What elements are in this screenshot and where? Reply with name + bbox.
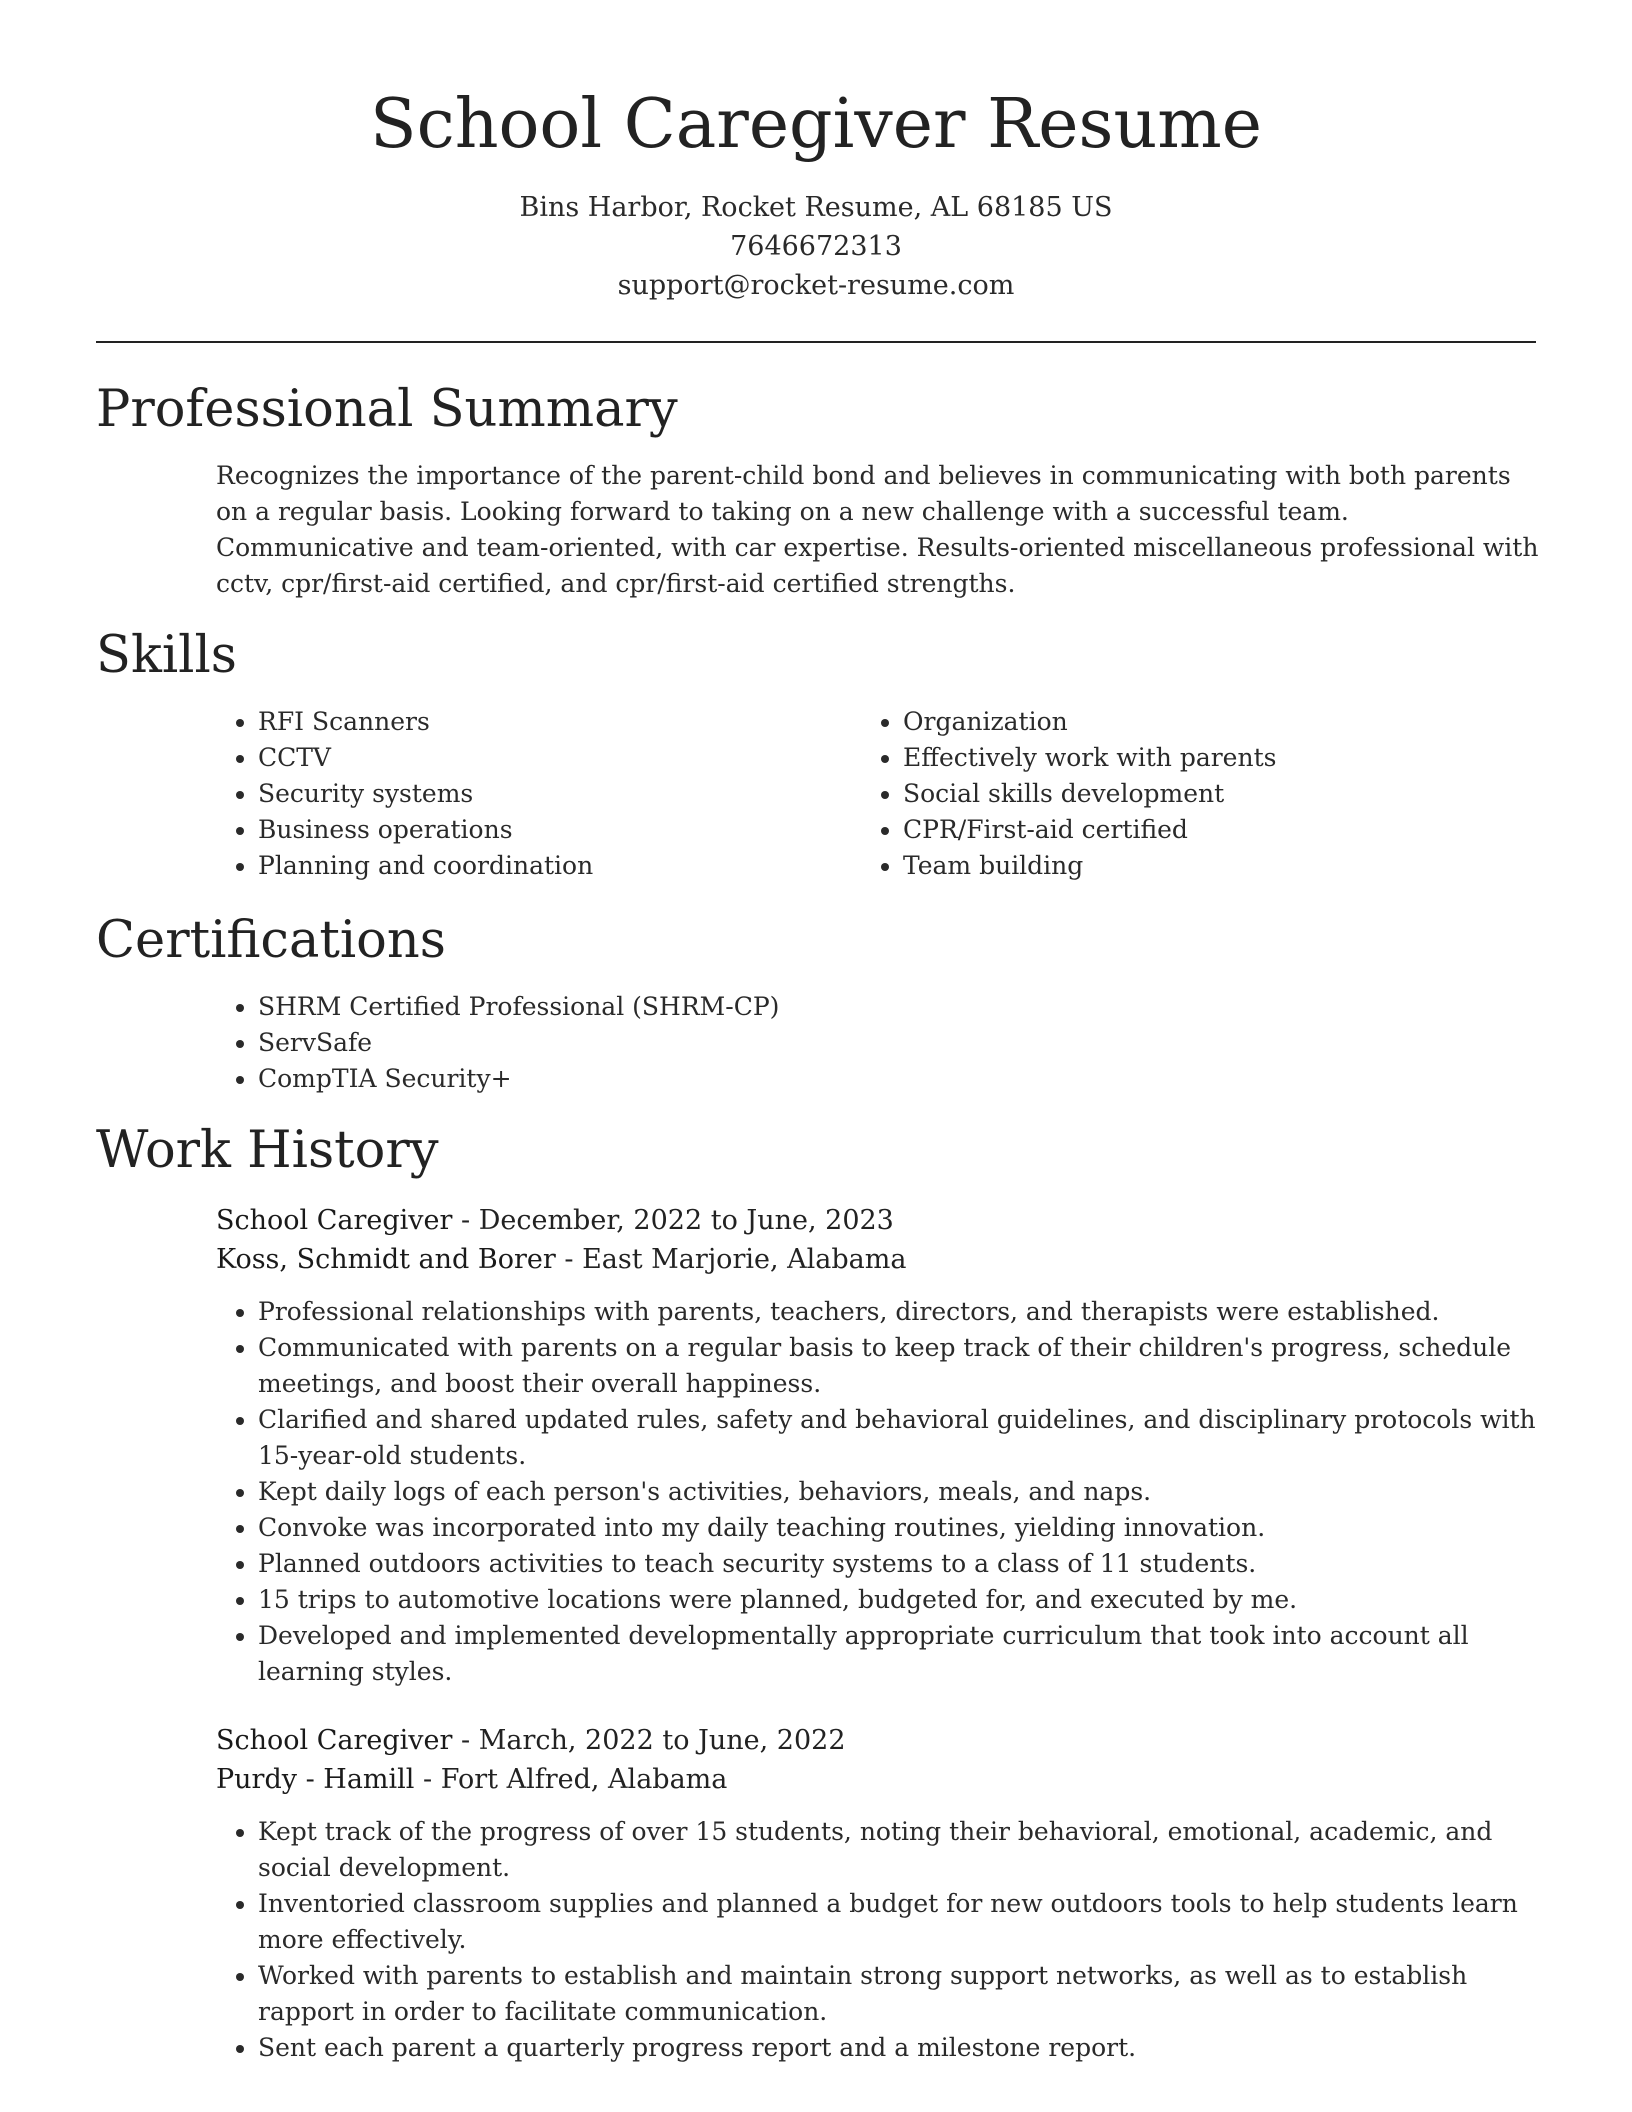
job-bullets bbox=[214, 1814, 1548, 2066]
job-title-line bbox=[216, 1201, 906, 1240]
skill-item: • Planning and coordination bbox=[258, 848, 858, 884]
certifications-list bbox=[214, 989, 1558, 1097]
job-bullet: • Developed and implemented developmentally appropriate curriculum that took into account all learning styles. bbox=[258, 1618, 1548, 1690]
job-header bbox=[216, 1721, 846, 1799]
skill-item: • CPR/First-aid certified bbox=[903, 812, 1543, 848]
job-header bbox=[216, 1201, 906, 1279]
skill-item: • Security systems bbox=[258, 776, 858, 812]
certification-item: • ServSafe bbox=[258, 1025, 1558, 1061]
job-bullet: • Kept daily logs of each person's activities, behaviors, meals, and naps. bbox=[258, 1474, 1548, 1510]
summary-heading: Professional Summary bbox=[96, 380, 678, 439]
skill-item: • CCTV bbox=[258, 740, 858, 776]
skill-item: • RFI Scanners bbox=[258, 704, 858, 740]
job-bullet: • 15 trips to automotive locations were planned, budgeted for, and executed by me. bbox=[258, 1582, 1548, 1618]
summary-text: Recognizes the importance of the parent-child bond and believes in communicating with both parents on a regular basis. Looking forward to taking on a new challenge with a successful team. Communicative and team-oriented, with car expertise. Results-oriented miscellaneous professional with cctv, cpr/first-aid certified, and cpr/first-aid certified strengths. bbox=[216, 461, 1539, 598]
skills-list-right bbox=[859, 704, 1543, 884]
job-dates: - March, 2022 to June, 2022 bbox=[452, 1725, 846, 1756]
job-title: School Caregiver bbox=[216, 1725, 453, 1756]
job-bullet: • Professional relationships with parents, teachers, directors, and therapists were established. bbox=[258, 1294, 1548, 1330]
job-title: School Caregiver bbox=[216, 1205, 453, 1236]
job-bullet: • Worked with parents to establish and maintain strong support networks, as well as to establish rapport in order to facilitate communication. bbox=[258, 1958, 1548, 2030]
job-bullet: • Clarified and shared updated rules, safety and behavioral guidelines, and disciplinary protocols with 15-year-old students. bbox=[258, 1402, 1548, 1474]
job-bullet: • Planned outdoors activities to teach security systems to a class of 11 students. bbox=[258, 1546, 1548, 1582]
job-company-line bbox=[216, 1240, 906, 1279]
job-company-line bbox=[216, 1760, 846, 1799]
skill-item: • Team building bbox=[903, 848, 1543, 884]
skills-heading: Skills bbox=[96, 626, 237, 685]
skill-item: • Business operations bbox=[258, 812, 858, 848]
skill-item: • Social skills development bbox=[903, 776, 1543, 812]
contact-address: Bins Harbor, Rocket Resume, AL 68185 US bbox=[519, 192, 1113, 223]
certifications-heading: Certifications bbox=[96, 911, 446, 970]
contact-block bbox=[0, 188, 1632, 305]
job-bullet: • Communicated with parents on a regular basis to keep track of their children's progress, schedule meetings, and boost their overall happiness. bbox=[258, 1330, 1548, 1402]
job-bullet: • Kept track of the progress of over 15 students, noting their behavioral, emotional, academic, and social development. bbox=[258, 1814, 1548, 1886]
job-title-line bbox=[216, 1721, 846, 1760]
certification-item: • CompTIA Security+ bbox=[258, 1061, 1558, 1097]
job-location: - Fort Alfred, Alabama bbox=[414, 1764, 728, 1795]
work-history-heading: Work History bbox=[96, 1121, 439, 1180]
job-bullets bbox=[214, 1294, 1548, 1690]
job-dates: - December, 2022 to June, 2023 bbox=[452, 1205, 894, 1236]
skill-item: • Effectively work with parents bbox=[903, 740, 1543, 776]
job-bullet: • Inventoried classroom supplies and planned a budget for new outdoors tools to help students learn more effectively. bbox=[258, 1886, 1548, 1958]
contact-email: support@rocket-resume.com bbox=[617, 270, 1015, 301]
job-bullet: • Convoke was incorporated into my daily teaching routines, yielding innovation. bbox=[258, 1510, 1548, 1546]
header-divider bbox=[96, 341, 1536, 343]
skill-item: • Organization bbox=[903, 704, 1543, 740]
skills-list-left bbox=[214, 704, 858, 884]
certification-item: • SHRM Certified Professional (SHRM-CP) bbox=[258, 989, 1558, 1025]
job-company: Purdy - Hamill bbox=[216, 1764, 415, 1795]
contact-phone: 7646672313 bbox=[730, 231, 902, 262]
resume-title: School Caregiver Resume bbox=[370, 85, 1262, 164]
job-location: - East Marjorie, Alabama bbox=[555, 1244, 907, 1275]
job-bullet: • Sent each parent a quarterly progress report and a milestone report. bbox=[258, 2030, 1548, 2066]
job-company: Koss, Schmidt and Borer bbox=[216, 1244, 556, 1275]
